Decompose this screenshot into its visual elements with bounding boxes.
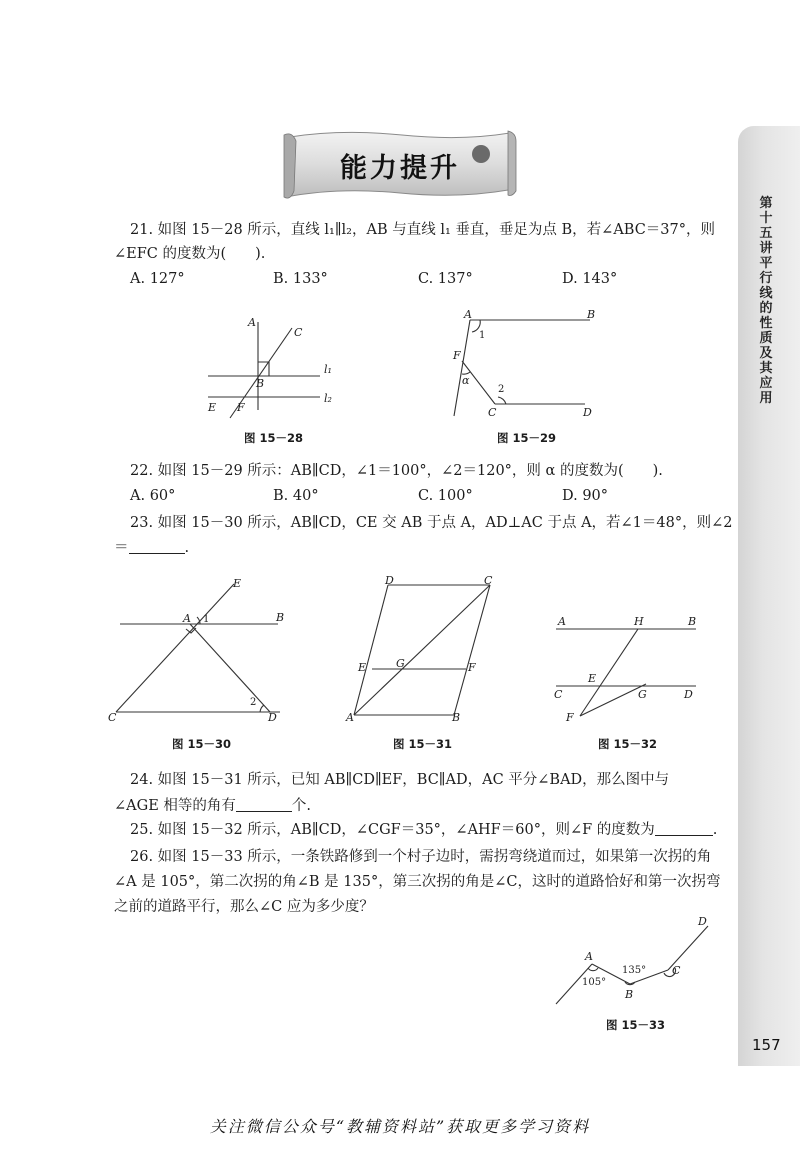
fig32-label: H bbox=[634, 615, 644, 628]
fig31-label: A bbox=[346, 711, 354, 724]
q24-line2 bbox=[114, 796, 311, 816]
q21-option-a: A. 127° bbox=[130, 271, 185, 287]
figure-15-33 bbox=[548, 912, 718, 1012]
q26-line1: 26. 如图 15－33 所示，一条铁路修到一个村子边时，需拐弯绕道而过，如果第一次拐的角 bbox=[130, 849, 712, 865]
fig30-label: B bbox=[276, 611, 285, 624]
page-number: 157 bbox=[752, 1036, 781, 1054]
fig33-label: 105° bbox=[582, 977, 607, 988]
q23-line2 bbox=[114, 538, 189, 558]
figure-15-29-caption: 图 15－29 bbox=[497, 431, 557, 445]
q21-line1: 21. 如图 15－28 所示，直线 l₁∥l₂，AB 与直线 l₁ 垂直，垂足为点 B，若∠ABC＝37°，则 bbox=[130, 222, 716, 238]
fig30-label: 2 bbox=[250, 697, 257, 708]
fig32-label: G bbox=[638, 688, 647, 701]
fig30-label: C bbox=[108, 711, 117, 724]
figure-15-30-caption: 图 15－30 bbox=[172, 737, 232, 751]
q24-answer-blank[interactable] bbox=[236, 797, 292, 812]
figure-15-32 bbox=[550, 612, 710, 722]
fig30-label: 1 bbox=[203, 614, 210, 625]
fig33-label: D bbox=[698, 915, 707, 928]
fig32-label: D bbox=[684, 688, 693, 701]
q22-option-a: A. 60° bbox=[130, 488, 176, 504]
fig32-label: C bbox=[554, 688, 563, 701]
figure-15-28-caption: 图 15－28 bbox=[244, 431, 304, 445]
fig31-label: G bbox=[396, 657, 405, 670]
chapter-side-label: 第十五讲 平行线的性质及其应用 bbox=[759, 196, 773, 406]
fig29-label: A bbox=[464, 308, 472, 321]
fig28-label: E bbox=[208, 401, 217, 414]
fig29-label: B bbox=[587, 308, 596, 321]
fig31-label: F bbox=[468, 661, 476, 674]
figure-15-31 bbox=[340, 573, 500, 728]
section-banner bbox=[282, 127, 518, 203]
section-title: 能力提升 bbox=[340, 152, 460, 184]
q23-line1: 23. 如图 15－30 所示，AB∥CD，CE 交 AB 于点 A，AD⊥AC 于点 A，若∠1＝48°，则∠2 bbox=[130, 515, 733, 531]
fig32-label: F bbox=[566, 711, 574, 724]
fig32-label: B bbox=[688, 615, 697, 628]
fig30-label: D bbox=[268, 711, 277, 724]
figure-15-32-caption: 图 15－32 bbox=[598, 737, 658, 751]
figure-15-33-caption: 图 15－33 bbox=[606, 1018, 666, 1032]
fig31-label: C bbox=[484, 574, 493, 587]
q21-option-c: C. 137° bbox=[418, 271, 473, 287]
fig29-label: C bbox=[488, 406, 497, 419]
figure-15-30 bbox=[100, 575, 300, 725]
fig28-label: B bbox=[256, 377, 265, 390]
fig28-label: l₁ bbox=[324, 363, 332, 376]
fig29-label: 2 bbox=[498, 384, 505, 395]
fig31-label: D bbox=[385, 574, 394, 587]
q24-text: ∠AGE 相等的角有 bbox=[114, 798, 236, 814]
fig32-label: A bbox=[558, 615, 566, 628]
fig31-label: E bbox=[358, 661, 367, 674]
q23-answer-blank[interactable] bbox=[129, 539, 185, 554]
q21-line2: ∠EFC 的度数为( ). bbox=[114, 246, 266, 262]
fig29-label: D bbox=[583, 406, 592, 419]
fig28-label: A bbox=[248, 316, 256, 329]
fig30-label: A bbox=[183, 612, 191, 625]
q21-option-b: B. 133° bbox=[273, 271, 328, 287]
q22-line1: 22. 如图 15－29 所示：AB∥CD，∠1＝100°，∠2＝120°，则 α 的度数为( ). bbox=[130, 463, 663, 479]
q26-line2: ∠A 是 105°，第二次拐的角∠B 是 135°，第三次拐的角是∠C，这时的道路恰好和第一次拐弯 bbox=[114, 874, 721, 890]
fig28-label: l₂ bbox=[324, 392, 332, 405]
fig28-label: F bbox=[237, 401, 245, 414]
q24-suffix: 个. bbox=[291, 798, 312, 814]
q22-option-b: B. 40° bbox=[273, 488, 319, 504]
figure-15-31-caption: 图 15－31 bbox=[393, 737, 453, 751]
figure-15-28 bbox=[190, 310, 350, 430]
fig31-label: B bbox=[452, 711, 461, 724]
q25-text: 25. 如图 15－32 所示，AB∥CD，∠CGF＝35°，∠AHF＝60°，则∠F 的度数为 bbox=[130, 822, 655, 838]
fig29-label: F bbox=[453, 349, 461, 362]
q22-option-d: D. 90° bbox=[562, 488, 609, 504]
q25-line1 bbox=[130, 820, 717, 840]
q25-suffix: . bbox=[712, 822, 718, 838]
fig33-label: C bbox=[672, 964, 681, 977]
footer-watermark: 关注微信公众号“教辅资料站”获取更多学习资料 bbox=[209, 1117, 591, 1136]
q26-line3: 之前的道路平行，那么∠C 应为多少度？ bbox=[114, 899, 374, 915]
fig28-label: C bbox=[294, 326, 303, 339]
fig29-label: α bbox=[462, 374, 470, 387]
fig32-label: E bbox=[588, 672, 597, 685]
fig29-label: 1 bbox=[479, 330, 486, 341]
fig33-label: A bbox=[585, 950, 593, 963]
fig30-label: E bbox=[233, 577, 242, 590]
q25-answer-blank[interactable] bbox=[655, 821, 713, 836]
q24-line1: 24. 如图 15－31 所示，已知 AB∥CD∥EF，BC∥AD，AC 平分∠BAD，那么图中与 bbox=[130, 772, 670, 788]
q23-period: . bbox=[184, 540, 190, 556]
fig33-label: B bbox=[625, 988, 634, 1001]
q23-equals: ＝ bbox=[114, 540, 129, 556]
q22-option-c: C. 100° bbox=[418, 488, 473, 504]
figure-15-29 bbox=[440, 306, 610, 424]
q21-option-d: D. 143° bbox=[562, 271, 618, 287]
fig33-label: 135° bbox=[622, 965, 647, 976]
